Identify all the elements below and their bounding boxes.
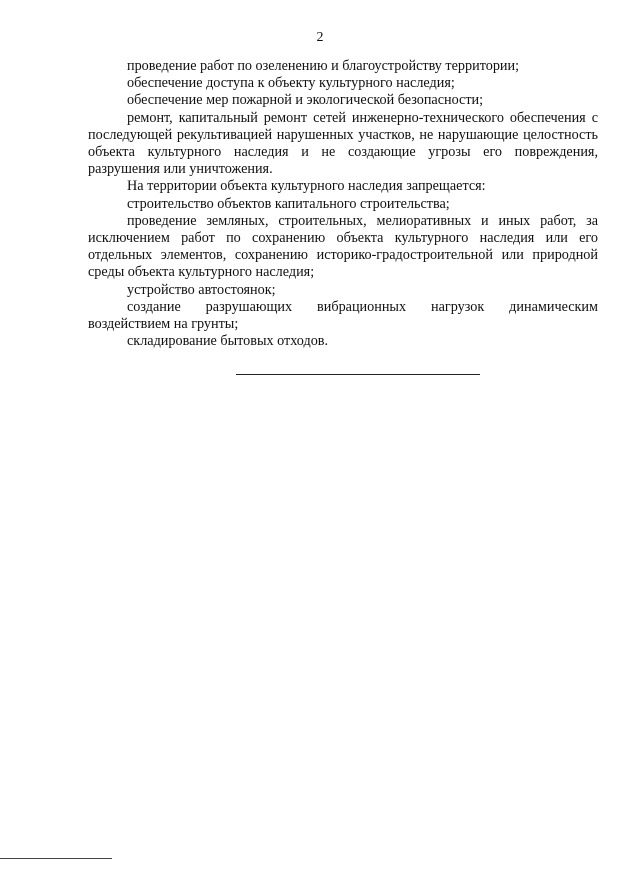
footer-rule — [0, 858, 112, 859]
paragraph-vibration: создание разрушающих вибрационных нагрузок динамическим воздействием на грунты; — [88, 298, 598, 333]
paragraph-parking: устройство автостоянок; — [127, 281, 276, 298]
document-body — [88, 58, 598, 350]
paragraph-prohibited-heading: На территории объекта культурного наследия запрещается: — [127, 178, 486, 195]
page-number: 2 — [316, 30, 324, 45]
paragraph-repair: ремонт, капитальный ремонт сетей инженерно-технического обеспечения с последующей рекультивацией нарушенных участков, не нарушающие целостность объекта культурного наследия и не создающие угрозы его повреждения, разрушения или уничтожения. — [88, 109, 598, 178]
paragraph-waste: складирование бытовых отходов. — [127, 333, 329, 350]
paragraph-access: обеспечение доступа к объекту культурного наследия; — [127, 75, 455, 92]
end-separator-line — [236, 374, 480, 375]
paragraph-safety: обеспечение мер пожарной и экологической безопасности; — [127, 92, 484, 109]
paragraph-earthworks: проведение земляных, строительных, мелиоративных и иных работ, за исключением работ по сохранению объекта культурного наследия или его отдельных элементов, сохранению историко-градостроительной или природной среды объекта культурного наследия; — [88, 212, 598, 281]
paragraph-construction: строительство объектов капитального строительства; — [127, 195, 450, 212]
paragraph-landscaping: проведение работ по озеленению и благоустройству территории; — [127, 58, 520, 74]
